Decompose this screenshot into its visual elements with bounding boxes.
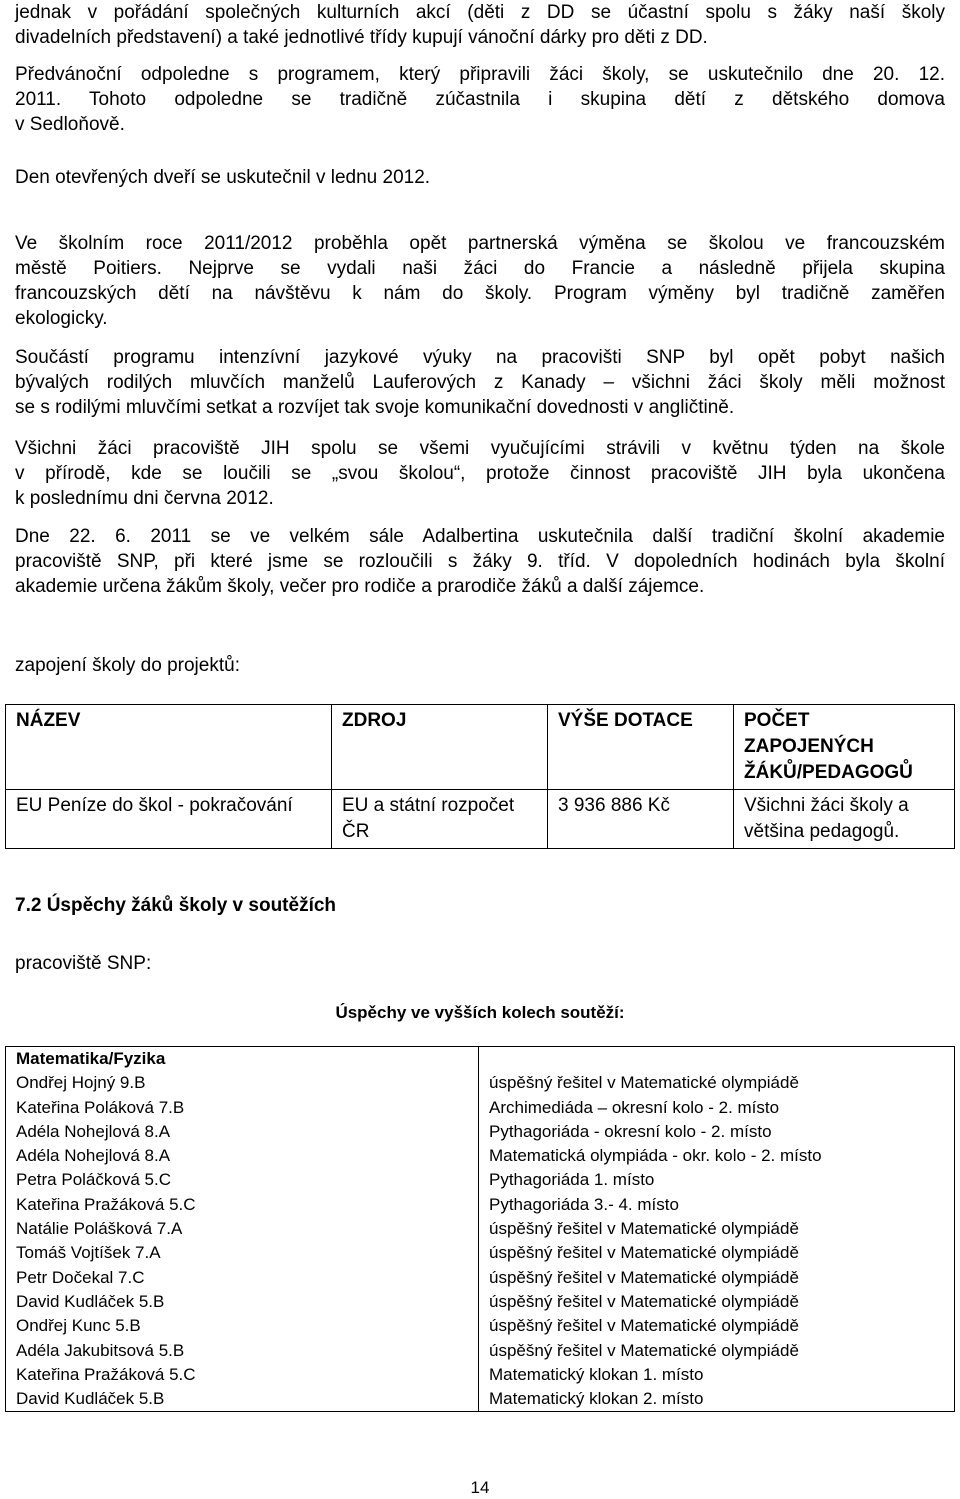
text-line: v přírodě, kde se loučili se „svou školou“, protože činnost pracoviště JIH byla ukončena <box>15 463 945 484</box>
text-line: Předvánoční odpoledne s programem, který připravili žáci školy, se uskutečnilo dne 20. 12. <box>15 64 945 85</box>
result-cell: Matematický klokan 2. místo <box>479 1387 955 1412</box>
result-cell: Archimediáda – okresní kolo - 2. místo <box>479 1096 955 1120</box>
student-cell: David Kudláček 5.B <box>6 1387 479 1412</box>
cell-text: EU Peníze do škol - pokračování <box>16 795 293 816</box>
student-cell: David Kudláček 5.B <box>6 1290 479 1314</box>
projects-table <box>5 704 955 849</box>
text-line: Ve školním roce 2011/2012 proběhla opět partnerská výměna se školou ve francouzském <box>15 233 945 254</box>
header-cell: NÁZEV <box>6 705 332 790</box>
result-cell: úspěšný řešitel v Matematické olympiádě <box>479 1314 955 1338</box>
result-cell: úspěšný řešitel v Matematické olympiádě <box>479 1071 955 1095</box>
student-cell: Adéla Jakubitsová 5.B <box>6 1339 479 1363</box>
text-line: k poslednímu dni června 2012. <box>15 488 274 509</box>
result-cell: úspěšný řešitel v Matematické olympiádě <box>479 1339 955 1363</box>
result-cell: Matematická olympiáda - okr. kolo - 2. místo <box>479 1144 955 1168</box>
student-cell: Natálie Polášková 7.A <box>6 1217 479 1241</box>
results-table <box>5 1046 955 1412</box>
paragraph-language-program <box>15 345 945 420</box>
header-cell: ZDROJ <box>332 705 548 790</box>
table-row <box>6 790 955 849</box>
text-line: francouzských dětí na návštěvu k nám do školy. Program výměny byl tradičně zaměřen <box>15 283 945 304</box>
table-cell: 3 936 886 Kč <box>548 790 734 849</box>
section-heading: 7.2 Úspěchy žáků školy v soutěžích <box>15 895 337 916</box>
workplace-label: pracoviště SNP: <box>15 953 152 974</box>
result-cell: Matematický klokan 1. místo <box>479 1363 955 1387</box>
results-title: Úspěchy ve vyšších kolech soutěží: <box>335 1003 625 1022</box>
student-cell: Kateřina Pražáková 5.C <box>6 1193 479 1217</box>
table-row <box>6 1241 955 1265</box>
projects-heading: zapojení školy do projektů: <box>15 655 240 676</box>
text-line: bývalých rodilých mluvčích manželů Lauferových z Kanady – všichni žáci školy měli možnost <box>15 372 945 393</box>
text-line: Dne 22. 6. 2011 se ve velkém sále Adalbertina uskutečnila další tradiční školní akademie <box>15 526 945 547</box>
text-line: akademie určena žákům školy, večer pro rodiče a prarodiče žáků a další zájemce. <box>15 576 705 597</box>
result-cell: Pythagoriáda 1. místo <box>479 1168 955 1192</box>
table-row <box>6 1071 955 1095</box>
table-row <box>6 1096 955 1120</box>
text-line: Součástí programu intenzívní jazykové výuky na pracovišti SNP byl opět pobyt našich <box>15 347 945 368</box>
text-line: pracoviště SNP, při které jsme se rozloučili s žáky 9. tříd. V dopoledních hodinách byla školní <box>15 551 945 572</box>
table-row <box>6 1363 955 1387</box>
student-cell: Kateřina Pražáková 5.C <box>6 1363 479 1387</box>
result-cell: úspěšný řešitel v Matematické olympiádě <box>479 1241 955 1265</box>
table-cell <box>6 790 332 849</box>
text-line: městě Poitiers. Nejprve se vydali naši žáci do Francie a následně přijela skupina <box>15 258 945 279</box>
student-cell: Petra Poláčková 5.C <box>6 1168 479 1192</box>
text-line: Všichni žáci pracoviště JIH spolu se všemi vyučujícími strávili v květnu týden na škole <box>15 438 945 459</box>
header-cell: VÝŠE DOTACE <box>548 705 734 790</box>
paragraph-school-in-nature <box>15 436 945 511</box>
table-row <box>6 1168 955 1192</box>
student-cell: Adéla Nohejlová 8.A <box>6 1144 479 1168</box>
table-row <box>6 1266 955 1290</box>
table-row <box>6 1314 955 1338</box>
result-cell: Pythagoriáda - okresní kolo - 2. místo <box>479 1120 955 1144</box>
student-cell: Kateřina Poláková 7.B <box>6 1096 479 1120</box>
text-line: 2011. Tohoto odpoledne se tradičně zúčastnila i skupina dětí z dětského domova <box>15 89 945 110</box>
table-cell <box>479 1047 955 1072</box>
category-cell: Matematika/Fyzika <box>6 1047 479 1072</box>
result-cell: úspěšný řešitel v Matematické olympiádě <box>479 1290 955 1314</box>
paragraph-academy <box>15 524 945 599</box>
table-cell: EU a státní rozpočet ČR <box>332 790 548 849</box>
student-cell: Ondřej Kunc 5.B <box>6 1314 479 1338</box>
result-cell: Pythagoriáda 3.- 4. místo <box>479 1193 955 1217</box>
text-line: se s rodilými mluvčími setkat a rozvíjet tak svoje komunikační dovednosti v angličtině. <box>15 397 735 418</box>
table-cell: Všichni žáci školy a většina pedagogů. <box>734 790 955 849</box>
paragraph-dd-cooperation <box>15 0 945 50</box>
table-row <box>6 1290 955 1314</box>
text-line: jednak v pořádání společných kulturních akcí (děti z DD se účastní spolu s žáky naší školy <box>15 2 945 23</box>
student-cell: Adéla Nohejlová 8.A <box>6 1120 479 1144</box>
paragraph-exchange <box>15 231 945 331</box>
header-cell: POČET ZAPOJENÝCH ŽÁKŮ/PEDAGOGŮ <box>734 705 955 790</box>
paragraph-christmas-afternoon <box>15 62 945 137</box>
student-cell: Petr Dočekal 7.C <box>6 1266 479 1290</box>
table-row <box>6 1193 955 1217</box>
student-cell: Tomáš Vojtíšek 7.A <box>6 1241 479 1265</box>
text-line: divadelních představení) a také jednotlivé třídy kupují vánoční dárky pro děti z DD. <box>15 27 708 48</box>
result-cell: úspěšný řešitel v Matematické olympiádě <box>479 1266 955 1290</box>
student-cell: Ondřej Hojný 9.B <box>6 1071 479 1095</box>
text-line: v Sedloňově. <box>15 114 125 135</box>
table-row <box>6 1120 955 1144</box>
result-cell: úspěšný řešitel v Matematické olympiádě <box>479 1217 955 1241</box>
text-line: Den otevřených dveří se uskutečnil v lednu 2012. <box>15 167 431 188</box>
table-row <box>6 1387 955 1412</box>
table-row <box>6 1217 955 1241</box>
table-row <box>6 1339 955 1363</box>
paragraph-open-day <box>15 165 945 190</box>
table-row <box>6 1047 955 1072</box>
page-number: 14 <box>470 1478 490 1497</box>
table-row <box>6 1144 955 1168</box>
projects-table-header <box>6 705 955 790</box>
text-line: ekologicky. <box>15 308 108 329</box>
